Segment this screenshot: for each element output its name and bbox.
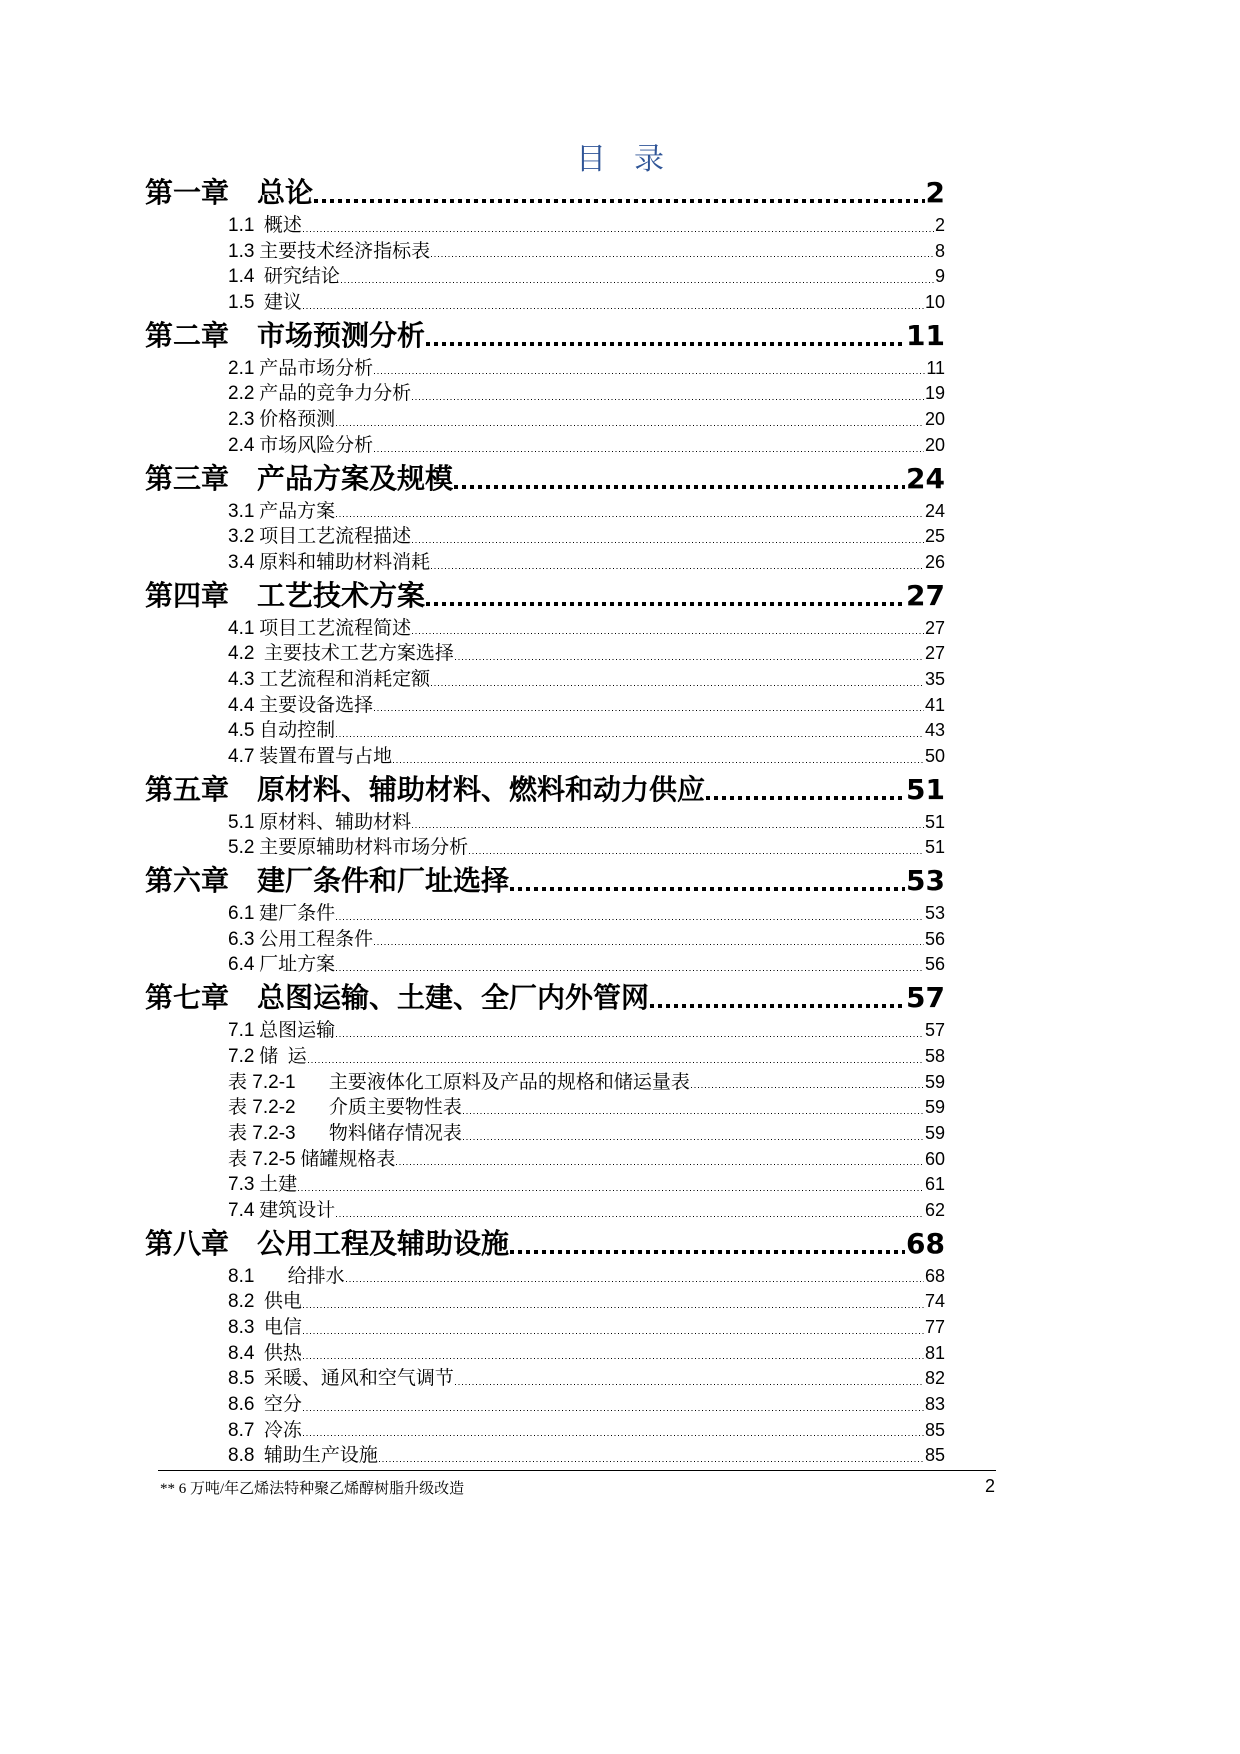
toc-entry-page: 11 [926,357,945,378]
toc-section-entry[interactable] [145,1392,945,1418]
toc-section-entry[interactable] [145,1044,945,1070]
toc-entry-page: 27 [924,643,945,664]
dot-leader [454,485,905,489]
toc-section-entry[interactable] [145,1418,945,1444]
toc-entry-title: 概述 [254,215,302,236]
toc-entry-page: 50 [924,746,945,766]
toc-entry-number: 3.2 [228,526,255,548]
dot-leader [650,1004,905,1008]
dot-leader [303,1307,924,1308]
toc-entry-title: 第七章 总图运输、土建、全厂内外管网 [145,981,650,1015]
toc-entry-page: 27 [906,578,945,612]
toc-entry-title: 主要技术工艺方案选择 [254,643,454,665]
toc-entry-page: 53 [924,903,945,924]
toc-entry-title: 主要设备选择 [254,694,374,716]
dot-leader [691,1087,924,1088]
dot-leader [412,399,924,400]
toc-entry-page: 68 [924,1265,945,1286]
toc-section-entry[interactable] [145,264,945,290]
toc-entry-number: 1.4 [228,266,255,288]
toc-section-entry[interactable] [145,524,945,550]
toc-section-entry[interactable] [145,433,945,459]
toc-entry-page: 10 [924,292,945,313]
toc-entry-page: 26 [924,551,945,572]
toc-entry-page: 20 [924,409,945,430]
toc-entry-title: 产品市场分析 [254,357,374,379]
toc-entry-page: 19 [924,383,945,404]
dot-leader [303,1333,924,1334]
table-of-contents [145,173,945,1469]
dot-leader [346,1281,924,1282]
dot-leader [336,736,924,737]
toc-entry-page: 9 [934,266,945,287]
toc-entry-page: 83 [924,1394,945,1415]
toc-chapter-entry[interactable] [145,978,945,1018]
toc-entry-title: 第六章 建厂条件和厂址选择 [145,864,510,898]
toc-entry-page: 56 [924,928,945,949]
toc-entry-title: 市场风险分析 [254,434,374,456]
toc-section-entry[interactable] [145,693,945,719]
dot-leader [431,685,924,686]
toc-section-entry[interactable] [145,901,945,927]
toc-entry-title: 辅助生产设施 [254,1445,378,1467]
toc-entry-title: 第五章 原材料、辅助材料、燃料和动力供应 [145,772,706,806]
toc-section-entry[interactable] [145,616,945,642]
toc-section-entry[interactable] [145,835,945,861]
toc-section-entry[interactable] [145,1121,945,1147]
toc-entry-number: 2.1 [228,357,255,379]
toc-entry-title: 公用工程条件 [254,928,374,950]
toc-entry-page: 59 [924,1122,945,1143]
dot-leader [431,256,934,257]
toc-entry-title: 项目工艺流程简述 [254,617,412,639]
toc-section-entry[interactable] [145,927,945,953]
dot-leader [412,542,924,543]
toc-entry-title: 储罐规格表 [295,1148,396,1170]
dot-leader [469,853,924,854]
toc-entry-number: 8.1 [228,1265,255,1287]
toc-section-entry[interactable] [145,667,945,693]
toc-entry-number: 6.3 [228,928,255,950]
dot-leader [336,1036,924,1037]
toc-section-entry[interactable] [145,718,945,744]
toc-entry-title: 介质主要物性表 [295,1097,462,1119]
toc-entry-page: 56 [924,954,945,975]
dot-leader [336,1216,924,1217]
toc-entry-number: 表 7.2-3 [228,1122,296,1144]
toc-section-entry[interactable] [145,381,945,407]
toc-entry-number: 8.5 [228,1368,255,1390]
toc-entry-title: 总图运输 [254,1020,336,1042]
toc-entry-page: 53 [906,864,945,898]
toc-entry-number: 4.1 [228,617,255,639]
toc-title: 目录 [576,143,692,176]
toc-entry-title: 采暖、通风和空气调节 [254,1368,454,1390]
toc-entry-title: 土建 [254,1174,298,1196]
toc-entry-title: 冷冻 [254,1419,302,1441]
toc-entry-number: 6.4 [228,954,255,976]
toc-entry-title: 供电 [254,1291,302,1313]
toc-entry-title: 第八章 公用工程及辅助设施 [145,1226,510,1260]
dot-leader [336,516,924,517]
dot-leader [396,1164,924,1165]
dot-leader [341,282,934,283]
toc-entry-page: 27 [924,617,945,638]
toc-entry-page: 20 [924,434,945,455]
dot-leader [412,633,924,634]
toc-entry-number: 6.1 [228,903,255,925]
toc-entry-number: 8.6 [228,1394,255,1416]
toc-entry-title: 给排水 [254,1265,345,1287]
toc-entry-number: 4.3 [228,668,255,690]
toc-entry-number: 7.2 [228,1045,255,1067]
toc-chapter-entry[interactable] [145,576,945,616]
toc-section-entry[interactable] [145,1172,945,1198]
toc-entry-title: 供热 [254,1342,302,1364]
toc-entry-number: 表 7.2-2 [228,1097,296,1119]
toc-entry-number: 7.3 [228,1174,255,1196]
toc-entry-title: 建筑设计 [254,1199,336,1221]
footer-divider [158,1470,996,1471]
toc-entry-page: 51 [924,811,945,832]
toc-entry-page: 2 [934,215,945,235]
toc-section-entry[interactable] [145,1070,945,1096]
toc-entry-title: 产品方案 [254,500,336,522]
toc-entry-page: 59 [924,1071,945,1092]
toc-entry-page: 62 [924,1199,945,1220]
dot-leader [303,308,924,309]
toc-entry-title: 主要液体化工原料及产品的规格和储运量表 [295,1071,690,1093]
toc-entry-number: 4.7 [228,746,255,767]
toc-section-entry[interactable] [145,1315,945,1341]
toc-chapter-entry[interactable] [145,173,945,213]
toc-entry-title: 物料储存情况表 [295,1122,462,1144]
toc-entry-number: 1.5 [228,292,255,314]
dot-leader [374,944,924,945]
dot-leader [374,451,924,452]
toc-entry-page: 82 [924,1368,945,1389]
dot-leader [431,568,924,569]
toc-entry-page: 24 [924,500,945,521]
toc-section-entry[interactable] [145,810,945,836]
toc-entry-title: 自动控制 [254,720,336,742]
toc-chapter-entry[interactable] [145,861,945,901]
toc-entry-number: 表 7.2-5 [228,1148,296,1170]
dot-leader [336,425,924,426]
toc-entry-number: 1.3 [228,240,255,262]
dot-leader [463,1113,924,1114]
toc-entry-number: 8.4 [228,1342,255,1364]
toc-entry-page: 24 [906,461,945,495]
toc-entry-number: 8.2 [228,1291,255,1313]
toc-entry-title: 建厂条件 [254,903,336,925]
toc-entry-number: 2.3 [228,409,255,431]
toc-entry-title: 主要技术经济指标表 [254,240,431,262]
toc-entry-title: 第一章 总论 [145,176,314,209]
toc-section-entry[interactable] [145,952,945,978]
toc-entry-number: 5.1 [228,811,255,833]
toc-section-entry[interactable] [145,356,945,382]
dot-leader [303,1435,924,1436]
toc-entry-page: 74 [924,1291,945,1312]
dot-leader [303,231,934,232]
toc-entry-page: 57 [924,1020,945,1041]
toc-section-entry[interactable] [145,290,945,316]
toc-entry-title: 工艺流程和消耗定额 [254,668,431,690]
dot-leader [298,1190,924,1191]
toc-entry-number: 5.2 [228,837,255,859]
toc-entry-number: 7.4 [228,1199,255,1221]
toc-section-entry[interactable] [145,1198,945,1224]
toc-section-entry[interactable] [145,1147,945,1173]
toc-section-entry[interactable] [145,1264,945,1290]
toc-entry-page: 81 [924,1342,945,1363]
dot-leader [374,373,925,374]
toc-entry-page: 11 [906,318,945,352]
toc-section-entry[interactable] [145,550,945,576]
toc-entry-number: 3.1 [228,500,255,522]
dot-leader [455,1384,924,1385]
toc-section-entry[interactable] [145,239,945,265]
toc-chapter-entry[interactable] [145,770,945,810]
toc-entry-page: 85 [924,1419,945,1440]
toc-section-entry[interactable] [145,1018,945,1044]
toc-section-entry[interactable] [145,1095,945,1121]
dot-leader [393,762,924,763]
dot-leader [426,602,905,606]
dot-leader [379,1461,924,1462]
toc-entry-page: 51 [906,772,945,806]
toc-entry-page: 25 [924,526,945,547]
toc-chapter-entry[interactable] [145,1224,945,1264]
toc-entry-number: 8.8 [228,1445,255,1467]
dot-leader [426,342,905,346]
toc-entry-number: 8.3 [228,1317,255,1338]
toc-section-entry[interactable] [145,213,945,239]
toc-entry-page: 51 [924,837,945,858]
toc-section-entry[interactable] [145,641,945,667]
toc-entry-number: 2.4 [228,434,255,456]
toc-entry-page: 2 [925,176,945,209]
toc-entry-title: 电信 [254,1317,302,1338]
dot-leader [303,1410,924,1411]
toc-entry-title: 价格预测 [254,409,336,431]
dot-leader [336,919,924,920]
toc-entry-number: 3.4 [228,551,255,573]
toc-section-entry[interactable] [145,499,945,525]
toc-section-entry[interactable] [145,407,945,433]
toc-entry-title: 建议 [254,292,302,314]
toc-entry-title: 空分 [254,1394,302,1416]
toc-entry-title: 原料和辅助材料消耗 [254,551,431,573]
toc-entry-title: 第三章 产品方案及规模 [145,461,454,495]
toc-section-entry[interactable] [145,1341,945,1367]
toc-section-entry[interactable] [145,1289,945,1315]
footer-page-number: 2 [985,1476,996,1496]
dot-leader [463,1139,924,1140]
toc-entry-title: 产品的竞争力分析 [254,383,412,405]
toc-entry-number: 1.1 [228,215,255,236]
toc-entry-title: 第二章 市场预测分析 [145,318,426,352]
toc-entry-page: 58 [924,1045,945,1066]
toc-entry-page: 77 [924,1317,945,1337]
dot-leader [374,710,924,711]
toc-entry-page: 8 [934,240,945,261]
toc-chapter-entry[interactable] [145,316,945,356]
toc-entry-title: 研究结论 [254,266,340,288]
dot-leader [455,659,924,660]
footer-text: ** 6 万吨/年乙烯法特种聚乙烯醇树脂升级改造 [160,1481,465,1497]
toc-entry-page: 43 [924,720,945,741]
dot-leader [510,887,905,891]
toc-entry-page: 35 [924,668,945,689]
toc-entry-page: 59 [924,1097,945,1118]
toc-entry-page: 60 [924,1148,945,1169]
toc-entry-number: 4.4 [228,694,255,716]
toc-entry-page: 57 [906,981,945,1015]
toc-entry-title: 原材料、辅助材料 [254,811,412,833]
toc-entry-page: 68 [906,1226,945,1260]
dot-leader [510,1250,905,1254]
toc-entry-number: 2.2 [228,383,255,405]
toc-section-entry[interactable] [145,1443,945,1469]
dot-leader [336,970,924,971]
toc-entry-title: 装置布置与占地 [254,746,393,767]
toc-entry-page: 41 [924,694,945,715]
toc-entry-number: 7.1 [228,1020,255,1042]
toc-entry-title: 项目工艺流程描述 [254,526,412,548]
toc-entry-title: 第四章 工艺技术方案 [145,578,426,612]
toc-entry-title: 储 运 [254,1045,307,1067]
toc-entry-number: 8.7 [228,1419,255,1441]
toc-entry-title: 主要原辅助材料市场分析 [254,837,469,859]
toc-chapter-entry[interactable] [145,459,945,499]
toc-entry-number: 4.5 [228,720,255,742]
dot-leader [308,1062,924,1063]
toc-section-entry[interactable] [145,744,945,770]
dot-leader [412,827,924,828]
toc-entry-page: 85 [924,1445,945,1466]
toc-entry-title: 厂址方案 [254,954,336,976]
toc-entry-number: 4.2 [228,643,255,665]
toc-entry-number: 表 7.2-1 [228,1071,296,1093]
dot-leader [706,796,905,800]
toc-entry-page: 61 [924,1174,945,1195]
dot-leader [314,199,925,203]
dot-leader [303,1358,924,1359]
toc-section-entry[interactable] [145,1366,945,1392]
